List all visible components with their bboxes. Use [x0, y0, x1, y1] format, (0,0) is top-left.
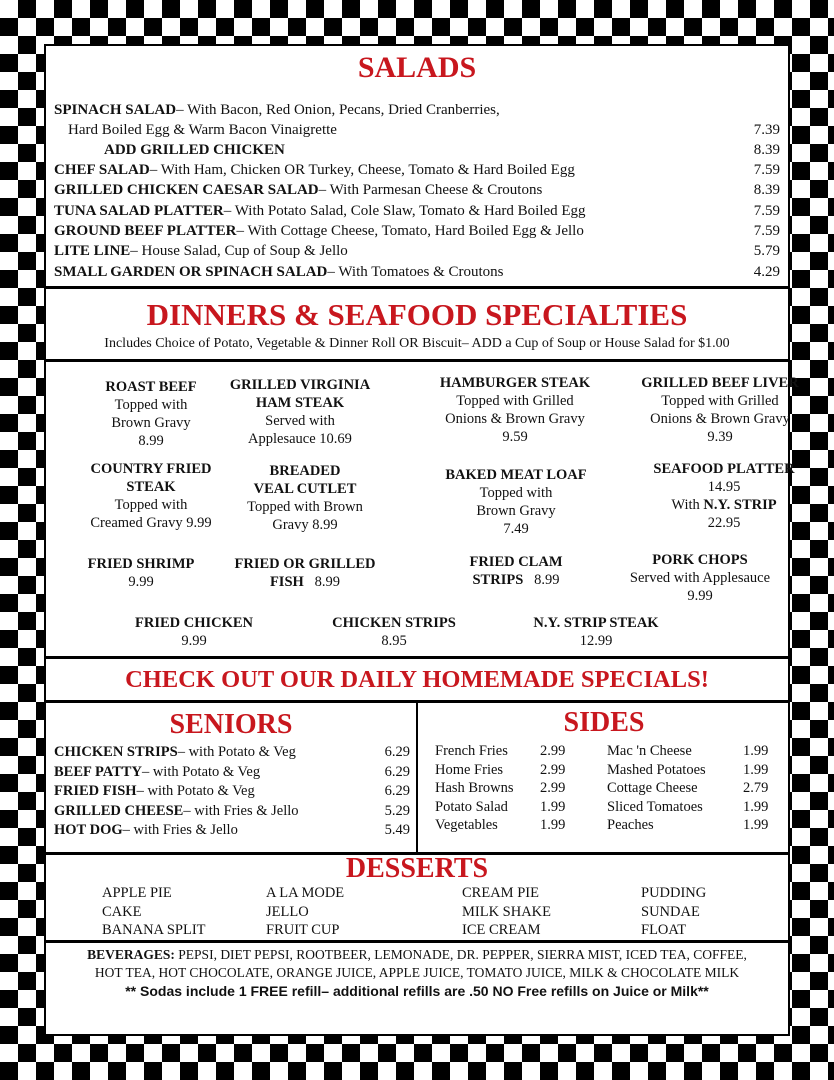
dessert-item: PUDDING [641, 885, 707, 901]
specials-banner: CHECK OUT OUR DAILY HOMEMADE SPECIALS! [125, 666, 709, 693]
salad-row [104, 140, 780, 160]
dinner-l1: FRIED OR GRILLED [234, 556, 376, 572]
dessert-column [266, 884, 344, 940]
dinner-item [624, 460, 824, 532]
dessert-column [102, 884, 206, 940]
dinner-price: 8.99 [523, 572, 560, 588]
salad-name: GRILLED CHICKEN CAESAR SALAD [54, 182, 319, 198]
dinner-l1: BREADED [269, 463, 341, 479]
dinner-l2 [205, 573, 405, 591]
side-name: French Fries [435, 743, 508, 759]
dinner-l3: 9.99 [687, 588, 713, 604]
divider [44, 359, 790, 362]
dessert-item: ICE CREAM [462, 922, 541, 938]
dinner-l2: Served with Applesauce [629, 570, 771, 586]
dinner-l1: CHICKEN STRIPS [332, 615, 456, 631]
dinner-l2: Topped with Grilled [661, 393, 779, 409]
dinner-l1: BAKED MEAT LOAF [445, 467, 587, 483]
salad-price: 7.39 [753, 122, 780, 138]
senior-row [54, 821, 410, 841]
salad-price: 5.79 [753, 243, 780, 259]
salad-row [54, 241, 780, 261]
dinner-l2: Topped with [479, 485, 553, 501]
dinner-l4: Creamed Gravy 9.99 [90, 515, 212, 531]
dinner-l1: ROAST BEEF [105, 379, 197, 395]
dinner-l4: Gravy 8.99 [272, 517, 338, 533]
dinner-l4: Applesauce 10.69 [248, 431, 352, 447]
dinner-l3: Served with [265, 413, 335, 429]
salad-row [54, 180, 780, 200]
dinner-item [620, 374, 820, 446]
side-price: 1.99 [743, 817, 769, 833]
dinner-l2: STEAK [126, 479, 176, 495]
side-price: 2.79 [743, 780, 769, 796]
senior-description: – with Potato & Veg [177, 744, 296, 760]
salads-title: SALADS [357, 51, 477, 84]
dinner-name-part: FISH [269, 574, 304, 590]
salad-price: 8.39 [753, 182, 780, 198]
divider [44, 286, 790, 289]
dinner-l2: 8.95 [381, 633, 407, 649]
side-price: 2.99 [540, 743, 566, 759]
side-name: Hash Browns [435, 780, 514, 796]
salad-name: TUNA SALAD PLATTER [54, 203, 224, 219]
salad-description: – With Bacon, Red Onion, Pecans, Dried Cranberries, [176, 102, 500, 118]
senior-name: CHICKEN STRIPS [54, 744, 178, 760]
side-name: Mac 'n Cheese [607, 743, 692, 759]
senior-name: BEEF PATTY [54, 763, 142, 780]
dinner-item [416, 553, 616, 589]
dinner-item [415, 374, 615, 446]
senior-name: GRILLED CHEESE [54, 802, 184, 819]
salad-row [54, 201, 780, 221]
side-price: 1.99 [743, 743, 769, 759]
dinner-item [205, 462, 405, 534]
dinner-l1: FRIED SHRIMP [87, 556, 195, 572]
dinners-subtitle: Includes Choice of Potato, Vegetable & Dinner Roll OR Biscuit– ADD a Cup of Soup or House Salad for $1.00 [104, 336, 730, 351]
dinner-l4: 7.49 [503, 521, 529, 537]
salad-description: – House Salad, Cup of Soup & Jello [130, 243, 348, 259]
salad-name: GROUND BEEF PLATTER [54, 223, 237, 239]
side-price: 1.99 [540, 798, 566, 815]
salad-row [54, 100, 780, 120]
salad-price: 4.29 [753, 264, 780, 280]
dinner-l1: GRILLED BEEF LIVER [641, 375, 799, 391]
dessert-item: APPLE PIE [102, 885, 172, 901]
dinner-l3: Topped with [114, 497, 188, 513]
senior-name: HOT DOG [54, 822, 123, 838]
dinner-l1: FRIED CHICKEN [134, 615, 254, 631]
dinner-item [600, 551, 800, 605]
side-price: 1.99 [540, 817, 566, 833]
salad-description: Hard Boiled Egg & Warm Bacon Vinaigrette [68, 122, 337, 138]
side-price: 1.99 [743, 761, 769, 778]
beverages-label: BEVERAGES: [87, 947, 175, 962]
senior-price: 6.29 [384, 783, 410, 799]
dinner-l4: 8.99 [138, 433, 164, 449]
dinner-l2: 9.99 [181, 633, 207, 649]
senior-row [54, 763, 410, 783]
sides-title: SIDES [563, 707, 645, 738]
dinner-l3 [624, 496, 824, 514]
dinner-l3: Topped with Brown [247, 499, 363, 515]
salad-name: SMALL GARDEN OR SPINACH SALAD [54, 264, 328, 280]
divider [44, 940, 790, 943]
dinner-l4: 22.95 [707, 515, 741, 531]
salad-description: – With Ham, Chicken OR Turkey, Cheese, Tomato & Hard Boiled Egg [149, 162, 575, 178]
seniors-title: SENIORS [169, 709, 293, 740]
salad-price: 7.59 [753, 223, 780, 239]
divider [44, 656, 790, 659]
senior-name: FRIED FISH [54, 783, 137, 799]
dinner-l1: HAMBURGER STEAK [439, 375, 591, 391]
dinner-l2: Topped with [114, 397, 188, 413]
dinner-l4: 9.59 [502, 429, 528, 445]
senior-row [54, 782, 410, 802]
menu-panel [44, 44, 799, 1036]
salad-name: SPINACH SALAD [54, 102, 177, 118]
dinner-l2: VEAL CUTLET [253, 481, 357, 497]
dinner-l3: Brown Gravy [476, 503, 556, 519]
dessert-item: CAKE [102, 903, 142, 920]
salad-price: 7.59 [753, 203, 780, 219]
senior-row [54, 802, 410, 822]
dinner-item [94, 614, 294, 650]
side-name: Mashed Potatoes [607, 761, 706, 778]
dinner-name-part: STRIPS [472, 572, 524, 588]
dessert-item: SUNDAE [641, 903, 700, 920]
dinner-name-part: N.Y. STRIP [703, 497, 777, 513]
dinner-l2: 14.95 [707, 479, 741, 495]
dessert-item: CREAM PIE [462, 885, 539, 901]
dessert-column [462, 884, 551, 940]
dinner-l4: 9.39 [707, 429, 733, 445]
side-price: 2.99 [540, 780, 566, 796]
dessert-item: FRUIT CUP [266, 922, 340, 938]
salad-description: – With Tomatoes & Croutons [327, 264, 504, 280]
beverages-line2: HOT TEA, HOT CHOCOLATE, ORANGE JUICE, APPLE JUICE, TOMATO JUICE, MILK & CHOCOLATE MILK [94, 965, 740, 980]
dinners-title: DINNERS & SEAFOOD SPECIALTIES [146, 297, 688, 332]
dessert-item: MILK SHAKE [462, 903, 552, 920]
side-name: Peaches [607, 817, 654, 833]
dinner-l1: GRILLED VIRGINIA [229, 377, 371, 393]
dinner-item [496, 614, 696, 650]
dinner-l1: PORK CHOPS [652, 552, 748, 568]
dessert-item: A LA MODE [266, 885, 345, 901]
dinner-prefix: With [671, 497, 704, 513]
senior-row [54, 743, 410, 763]
side-name: Potato Salad [435, 798, 508, 815]
dinner-l2: 9.99 [128, 574, 154, 590]
salad-row [54, 221, 780, 241]
dinner-l3: Onions & Brown Gravy [445, 411, 585, 427]
dessert-item: BANANA SPLIT [102, 922, 206, 938]
salad-row [54, 262, 780, 282]
senior-price: 5.49 [384, 822, 410, 838]
salad-name: ADD GRILLED CHICKEN [104, 142, 285, 158]
side-name: Vegetables [435, 817, 498, 833]
senior-price: 6.29 [384, 744, 410, 760]
salad-description: – With Parmesan Cheese & Croutons [318, 182, 543, 198]
dessert-item: FLOAT [641, 922, 687, 938]
side-name: Home Fries [435, 761, 504, 778]
salad-row [54, 160, 780, 180]
dinner-item [205, 555, 405, 591]
salad-description: – With Potato Salad, Cole Slaw, Tomato & Hard Boiled Egg [223, 203, 586, 219]
senior-price: 6.29 [384, 763, 410, 780]
dinner-item [294, 614, 494, 650]
dessert-column [641, 884, 706, 940]
dinner-l2 [416, 571, 616, 589]
dinner-l1: COUNTRY FRIED [90, 461, 212, 477]
dinner-l2: Topped with Grilled [456, 393, 574, 409]
salad-row [68, 120, 780, 140]
dinner-l1: SEAFOOD PLATTER [653, 461, 795, 477]
salad-name: LITE LINE [54, 243, 131, 259]
dinner-l3: Brown Gravy [111, 415, 191, 431]
senior-description: – with Potato & Veg [136, 783, 255, 799]
side-name: Cottage Cheese [607, 780, 698, 796]
senior-description: – with Fries & Jello [183, 802, 299, 819]
desserts-title: DESSERTS [345, 853, 489, 884]
dinner-item [416, 466, 616, 538]
dinner-l1: N.Y. STRIP STEAK [533, 615, 659, 631]
senior-price: 5.29 [384, 802, 410, 819]
side-price: 2.99 [540, 761, 566, 778]
senior-description: – with Fries & Jello [122, 822, 238, 838]
senior-description: – with Potato & Veg [141, 763, 261, 780]
side-price: 1.99 [743, 798, 769, 815]
side-name: Sliced Tomatoes [607, 798, 703, 815]
refill-note: ** Sodas include 1 FREE refill– additional refills are .50 NO Free refills on Juice or Milk** [125, 983, 709, 999]
dinner-l2: 12.99 [579, 633, 613, 649]
dinner-item [200, 376, 400, 448]
beverages-line1 [46, 946, 788, 964]
dessert-item: JELLO [266, 903, 309, 920]
beverages-list-1: PEPSI, DIET PEPSI, ROOTBEER, LEMONADE, DR. PEPPER, SIERRA MIST, ICED TEA, COFFEE, [174, 947, 747, 962]
dinner-price: 8.99 [303, 574, 341, 590]
dinner-l1: FRIED CLAM [469, 554, 563, 570]
dinner-l2: HAM STEAK [255, 395, 345, 411]
dinner-l3: Onions & Brown Gravy [650, 411, 790, 427]
salad-price: 7.59 [753, 162, 780, 178]
salad-price: 8.39 [753, 142, 780, 158]
salad-description: – With Cottage Cheese, Tomato, Hard Boiled Egg & Jello [236, 223, 584, 239]
salad-name: CHEF SALAD [54, 162, 150, 178]
